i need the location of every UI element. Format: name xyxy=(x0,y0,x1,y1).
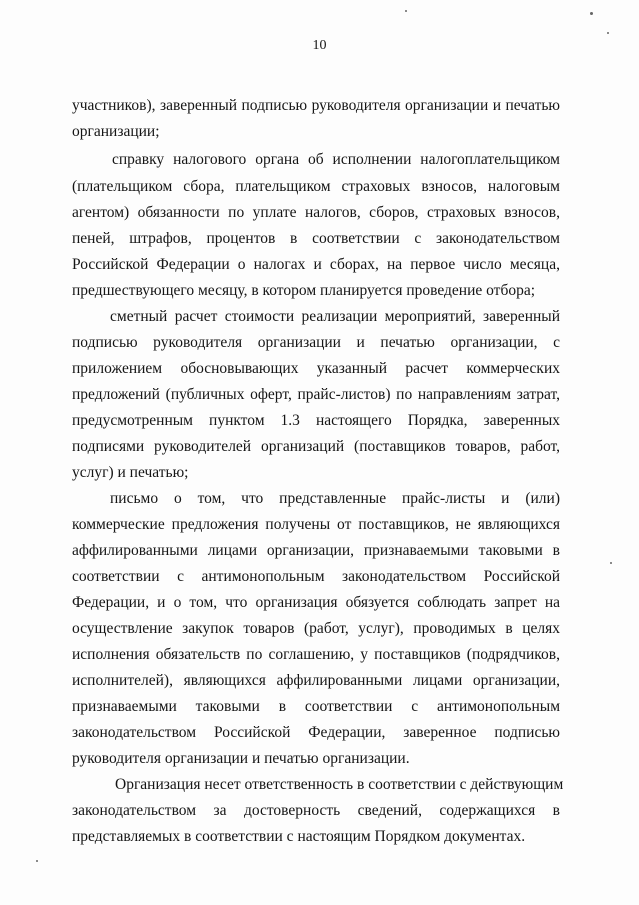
text-line: осуществление закупок товаров (работ, услуг), проводимых в целях xyxy=(72,620,560,637)
text-line: письмо о том, что представленные прайс-листы и (или) xyxy=(110,490,560,507)
scan-speck xyxy=(610,562,612,564)
text-line: исполнения обязательств по соглашению, у поставщиков (подрядчиков, xyxy=(72,646,560,663)
text-line: предложений (публичных оферт, прайс-листов) по направлениям затрат, xyxy=(72,386,560,403)
text-line: предусмотренным пунктом 1.3 настоящего Порядка, заверенных xyxy=(72,412,560,429)
text-line: законодательством Российской Федерации, заверенное подписью xyxy=(72,724,560,741)
text-line: Организация несет ответственность в соответствии с действующим xyxy=(115,776,564,793)
text-line: коммерческие предложения получены от поставщиков, не являющихся xyxy=(72,516,560,533)
scan-speck xyxy=(590,12,593,15)
text-line: руководителя организации и печатью организации. xyxy=(72,750,410,767)
text-line: предшествующего месяцу, в котором планируется проведение отбора; xyxy=(72,282,536,299)
text-line: признаваемыми таковыми в соответствии с антимонопольным xyxy=(72,698,560,715)
scan-speck xyxy=(36,860,38,862)
text-line: Российской Федерации о налогах и сборах, на первое число месяца, xyxy=(72,256,560,273)
text-line: участников), заверенный подписью руководителя организации и печатью xyxy=(72,97,560,114)
text-line: подписью руководителя организации и печатью организации, с xyxy=(72,334,560,351)
text-line: законодательством за достоверность сведений, содержащихся в xyxy=(72,802,560,819)
text-line: организации; xyxy=(72,123,160,140)
text-line: соответствии с антимонопольным законодательством Российской xyxy=(72,568,560,585)
text-line: представляемых в соответствии с настоящим Порядком документах. xyxy=(72,828,526,845)
scan-speck xyxy=(607,32,609,34)
text-line: услуг) и печатью; xyxy=(72,464,189,481)
text-line: пеней, штрафов, процентов в соответствии с законодательством xyxy=(72,230,560,247)
page-number: 10 xyxy=(312,38,327,53)
text-line: Федерации, и о том, что организация обязуется соблюдать запрет на xyxy=(72,594,560,611)
text-line: сметный расчет стоимости реализации мероприятий, заверенный xyxy=(110,308,560,325)
text-line: подписями руководителей организаций (поставщиков товаров, работ, xyxy=(72,438,560,455)
text-line: справку налогового органа об исполнении налогоплательщиком xyxy=(112,151,560,168)
text-line: (плательщиком сбора, плательщиком страховых взносов, налоговым xyxy=(72,178,560,195)
scan-speck xyxy=(405,10,407,12)
text-line: агентом) обязанности по уплате налогов, сборов, страховых взносов, xyxy=(72,204,560,221)
text-line: приложением обосновывающих указанный расчет коммерческих xyxy=(72,360,560,377)
text-line: аффилированными лицами организации, признаваемыми таковыми в xyxy=(72,542,560,559)
text-line: исполнителей), являющихся аффилированными лицами организации, xyxy=(72,672,560,689)
